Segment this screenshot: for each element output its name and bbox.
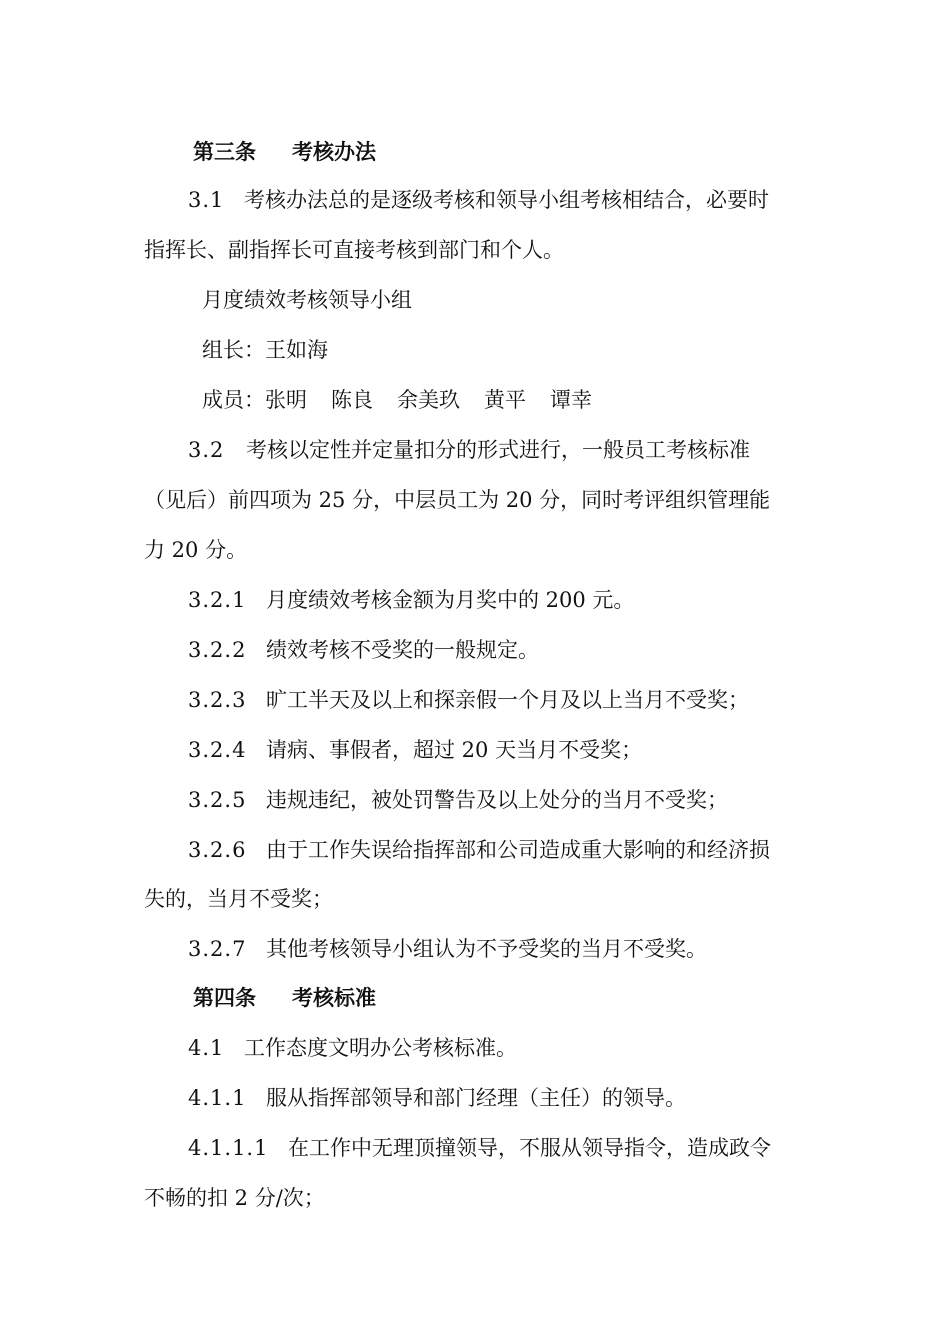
section-3-title: 考核办法 (292, 140, 376, 164)
paragraph-3-2-3-number: 3.2.3 (188, 688, 247, 712)
paragraph-3-2-7 (188, 939, 707, 960)
paragraph-3-1-line-2: 指挥长、副指挥长可直接考核到部门和个人。 (144, 238, 564, 262)
paragraph-3-1-number: 3.1 (188, 188, 225, 212)
group-member: 余美玖 (397, 388, 460, 412)
paragraph-3-2-6-line-1 (188, 840, 770, 861)
paragraph-3-2-2-text: 绩效考核不受奖的一般规定。 (266, 638, 539, 662)
paragraph-3-2-4-number: 3.2.4 (188, 738, 247, 762)
paragraph-3-2-6-text: 由于工作失误给指挥部和公司造成重大影响的和经济损 (266, 838, 770, 862)
paragraph-3-2-1 (188, 590, 634, 611)
paragraph-4-1-1-1-line-2: 不畅的扣 2 分/次； (144, 1186, 325, 1210)
paragraph-3-2-5 (188, 790, 728, 811)
paragraph-3-2-3 (188, 690, 749, 711)
paragraph-3-2-6-number: 3.2.6 (188, 838, 247, 862)
paragraph-3-2-number: 3.2 (188, 438, 225, 462)
paragraph-3-2-1-number: 3.2.1 (188, 588, 247, 612)
paragraph-3-2-4-text: 请病、事假者，超过 20 天当月不受奖； (266, 738, 643, 762)
paragraph-3-2-7-number: 3.2.7 (188, 937, 247, 961)
group-member: 谭幸 (550, 388, 592, 412)
paragraph-3-2-3-text: 旷工半天及以上和探亲假一个月及以上当月不受奖； (266, 688, 749, 712)
paragraph-3-1-line-1 (188, 190, 769, 211)
paragraph-3-2-1-text: 月度绩效考核金额为月奖中的 200 元。 (266, 588, 635, 612)
group-member: 黄平 (484, 388, 526, 412)
group-members (202, 390, 592, 411)
section-3-heading (193, 142, 376, 163)
paragraph-4-1-1 (188, 1088, 686, 1109)
paragraph-4-1-1-text: 服从指挥部领导和部门经理（主任）的领导。 (266, 1086, 686, 1110)
section-4-heading (193, 988, 376, 1009)
section-4-number: 第四条 (193, 986, 256, 1010)
section-3-number: 第三条 (193, 140, 256, 164)
paragraph-4-1-1-1-line-1 (188, 1138, 771, 1159)
group-member: 陈良 (331, 388, 373, 412)
paragraph-3-2-line-3: 力 20 分。 (144, 538, 248, 562)
group-member: 张明 (265, 388, 307, 412)
paragraph-3-2-6-line-2: 失的，当月不受奖； (144, 887, 333, 911)
paragraph-4-1 (188, 1038, 517, 1059)
group-leader: 组长：王如海 (202, 338, 328, 362)
paragraph-4-1-1-1-text: 在工作中无理顶撞领导，不服从领导指令，造成政令 (288, 1136, 771, 1160)
paragraph-3-2-2 (188, 640, 539, 661)
paragraph-3-2-line-1 (188, 440, 750, 461)
section-4-title: 考核标准 (292, 986, 376, 1010)
paragraph-4-1-1-number: 4.1.1 (188, 1086, 247, 1110)
paragraph-3-2-4 (188, 740, 642, 761)
paragraph-3-2-line-2: （见后）前四项为 25 分，中层员工为 20 分，同时考评组织管理能 (144, 488, 771, 512)
paragraph-4-1-text: 工作态度文明办公考核标准。 (244, 1036, 517, 1060)
paragraph-3-2-2-number: 3.2.2 (188, 638, 247, 662)
group-members-label: 成员： (202, 388, 265, 412)
paragraph-3-2-7-text: 其他考核领导小组认为不予受奖的当月不受奖。 (266, 937, 707, 961)
paragraph-3-2-text: 考核以定性并定量扣分的形式进行，一般员工考核标准 (246, 438, 750, 462)
paragraph-3-2-5-number: 3.2.5 (188, 788, 247, 812)
paragraph-3-1-text: 考核办法总的是逐级考核和领导小组考核相结合，必要时 (244, 188, 769, 212)
paragraph-3-2-5-text: 违规违纪，被处罚警告及以上处分的当月不受奖； (266, 788, 728, 812)
paragraph-4-1-1-1-number: 4.1.1.1 (188, 1136, 269, 1160)
leadership-group-title: 月度绩效考核领导小组 (202, 288, 412, 312)
paragraph-4-1-number: 4.1 (188, 1036, 225, 1060)
